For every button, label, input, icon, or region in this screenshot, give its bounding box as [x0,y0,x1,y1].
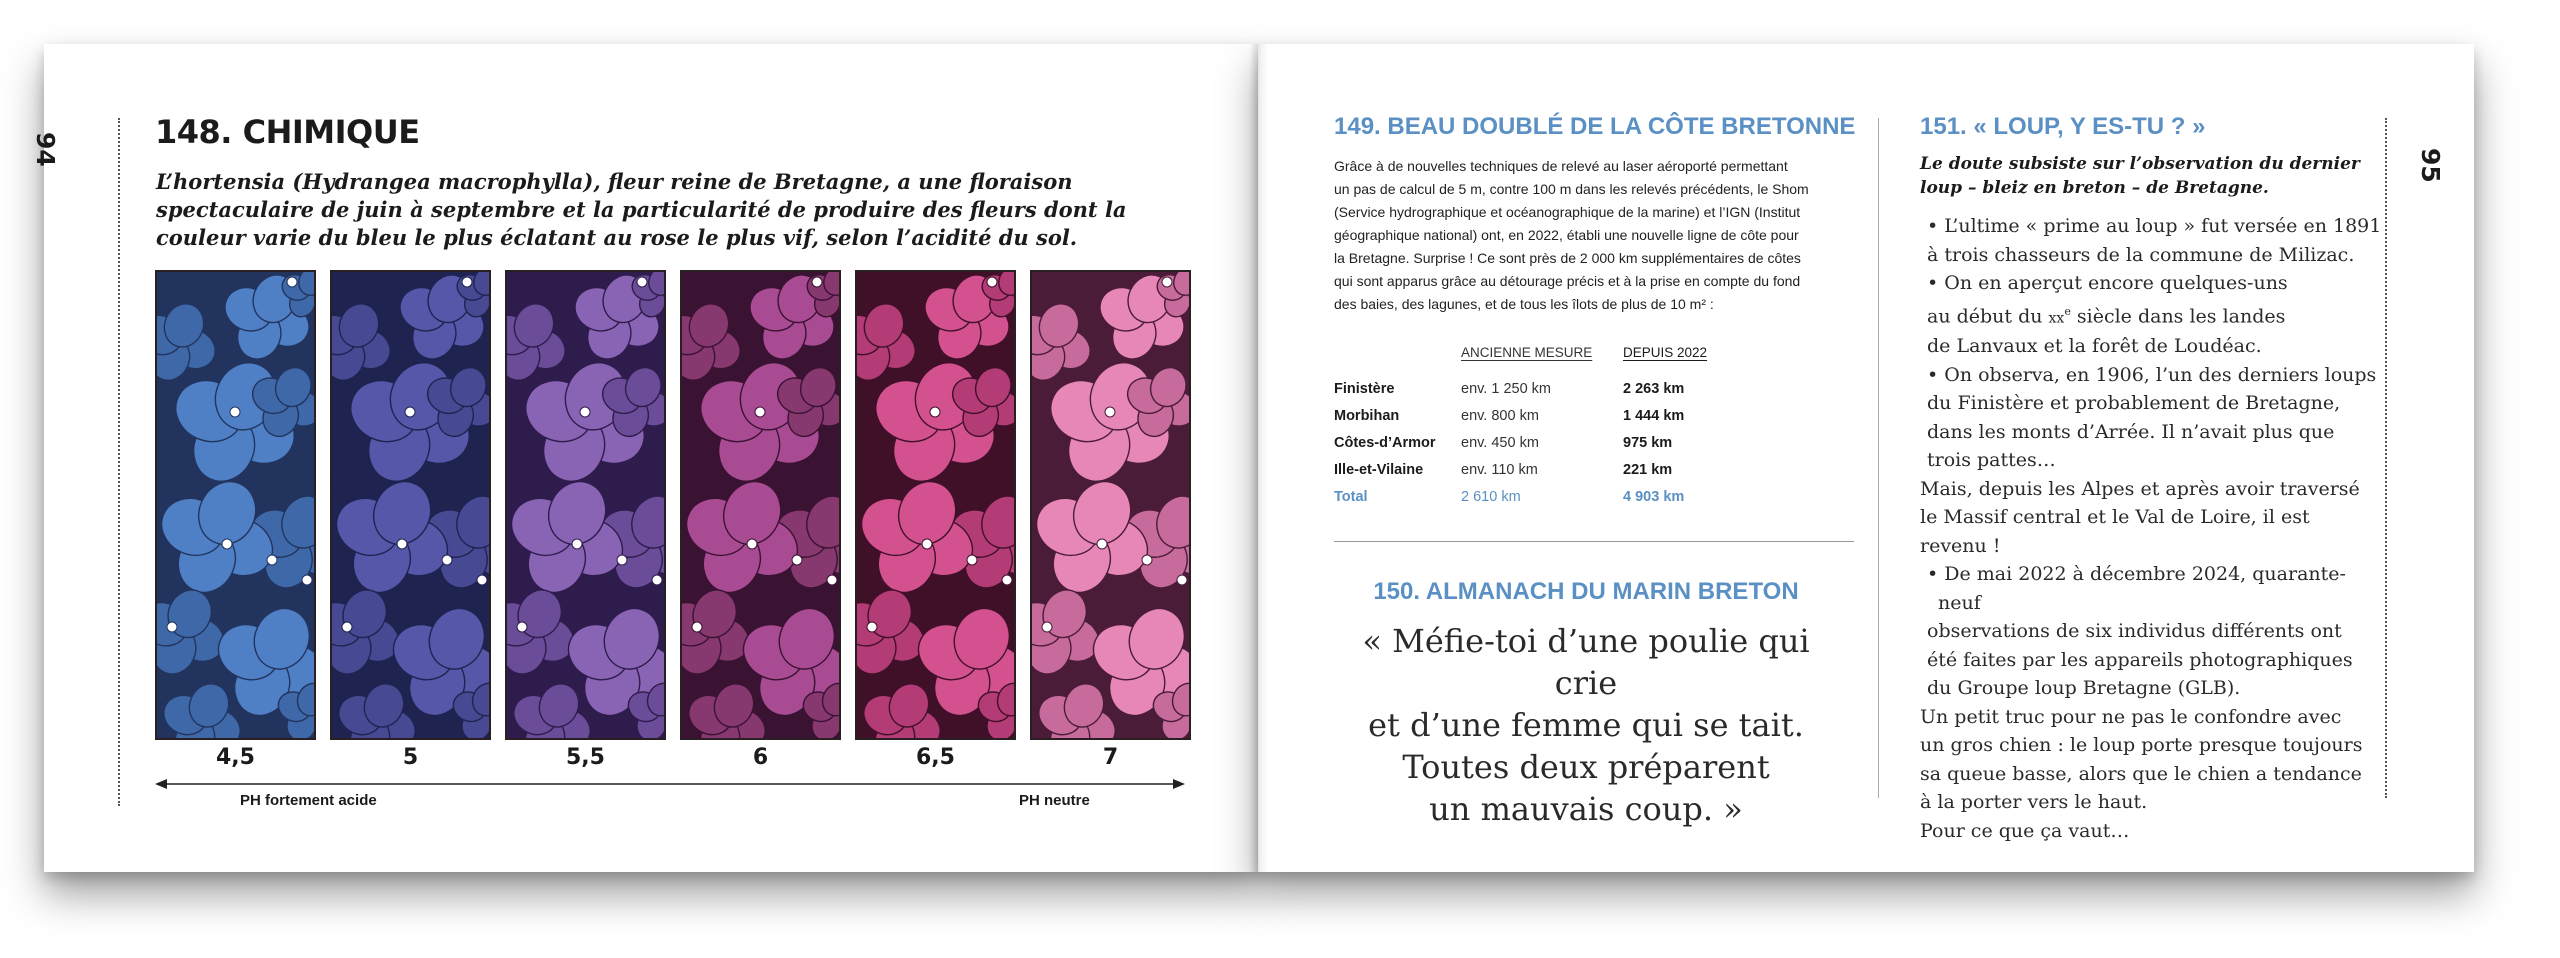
table-cell: 2 610 km [1461,488,1521,505]
flower-center [167,622,177,632]
bullet-text: au début du [1927,304,2049,327]
flower-center [442,555,452,565]
hydrangea-illustration [1032,272,1189,738]
flower-center [1105,407,1115,417]
flower-center [747,539,757,549]
text-line: le Massif central et le Val de Loire, il est revenu ! [1920,506,2310,557]
text-line: (Service hydrographique et océanographique de la marine) et l’IGN (Institut [1334,204,1801,220]
flower-center [287,277,297,287]
text-line: Grâce à de nouvelles techniques de relevé au laser aéroporté permettant [1334,158,1788,174]
bullet-text: On en aperçut encore quelques-uns [1944,272,2288,294]
coastline-table [1334,340,1707,510]
axis-label-neutral: PH neutre [1019,792,1090,809]
left-dotted-rule [118,118,120,806]
flower-center [652,575,662,585]
paragraph [1920,475,2382,561]
flower-center [1097,539,1107,549]
table-cell: Total [1334,488,1368,505]
table-row [1334,375,1707,402]
table-cell: 4 903 km [1623,488,1685,505]
flower-center [1042,622,1052,632]
text-line: un pas de calcul de 5 m, contre 100 m dans les relevés précédents, le Shom [1334,181,1809,197]
table-header-old: ANCIENNE MESURE [1461,344,1593,360]
table-row [1334,402,1707,429]
table-cell: Morbihan [1334,407,1400,424]
hydrangea-illustration [507,272,664,738]
table-cell: 975 km [1623,434,1673,451]
flower-center [517,622,527,632]
flower-center [1002,575,1012,585]
table-cell: env. 800 km [1461,407,1539,424]
section-148-title: 148. CHIMIQUE [155,113,420,151]
text-line: géographique national) ont, en 2022, établi une nouvelle ligne de côte pour [1334,227,1799,243]
page-number-right: 95 [2416,148,2445,183]
swatch-ph-6 [680,270,841,740]
text-line: Un petit truc pour ne pas le confondre avec [1920,705,2342,728]
text-line: à la porter vers le haut. [1920,791,2148,814]
section-150-quote [1334,620,1838,830]
section-151-body [1920,212,2382,845]
section-149-body [1334,155,1874,316]
right-dotted-rule [2385,118,2387,798]
flower-center [637,277,647,287]
text-line: du Finistère et probablement de Bretagne, [1927,392,2341,415]
bullet-item [1920,269,2382,361]
table-cell: Côtes-d’Armor [1334,434,1436,451]
hydrangea-illustration [857,272,1014,738]
text-line: loup – bleiz en breton – de Bretagne. [1920,178,2269,198]
text-line: un gros chien : le loup porte presque toujours [1920,734,2363,757]
table-cell: env. 1 250 km [1461,380,1552,397]
bullet-marker: • [1927,272,1945,294]
text-line: trois pattes… [1927,449,2056,472]
hydrangea-illustration [157,272,314,738]
paragraph [1920,703,2382,846]
text-line: observations de six individus différents ont [1927,620,2342,643]
table-header-row [1334,340,1707,375]
bullet-text: siècle dans les landes [2070,304,2286,327]
flower-center [617,555,627,565]
flower-center [692,622,702,632]
text-line: dans les monts d’Arrée. Il n’avait plus que [1927,420,2335,443]
text-line: Toutes deux préparent [1402,748,1770,786]
text-line: à trois chasseurs de la commune de Milizac. [1927,243,2355,266]
text-line: Le doute subsiste sur l’observation du dernier [1920,154,2360,174]
text-line: un mauvais coup. » [1429,790,1743,828]
flower-center [1162,277,1172,287]
text-line [1927,560,2382,617]
text-line: Pour ce que ça vaut… [1920,819,2130,842]
flower-center [922,539,932,549]
bullet-item [1920,560,2382,703]
bullet-marker: • [1927,563,1945,586]
bullet-text: On observa, en 1906, l’un des derniers loups [1944,363,2377,386]
table-row [1334,429,1707,456]
table-header [1623,340,1707,375]
flower-center [397,539,407,549]
ph-label: 7 [1102,745,1119,770]
bullet-marker: • [1927,363,1945,386]
ph-label: 6 [752,745,769,770]
page-number-left: 94 [31,132,60,167]
flower-center [477,575,487,585]
text-line: Mais, depuis les Alpes et après avoir traversé [1920,477,2360,500]
table-cell: env. 450 km [1461,434,1539,451]
text-line: « Méfie-toi d’une poulie qui crie [1362,622,1810,702]
hydrangea-illustration [332,272,489,738]
table-cell: 1 444 km [1623,407,1685,424]
bullet-item [1920,361,2382,475]
table-cell: 221 km [1623,461,1673,478]
column-divider [1878,118,1879,798]
table-cell: Finistère [1334,380,1395,397]
ph-label: 6,5 [916,745,955,770]
ph-label: 4,5 [216,745,255,770]
flower-center [987,277,997,287]
text-line: la Bretagne. Surprise ! Ce sont près de 2 000 km supplémentaires de côtes [1334,250,1801,266]
bullet-marker: • [1927,215,1945,237]
ph-axis-arrow [155,776,1185,792]
text-line [1927,361,2382,390]
century-superscript: e [2064,304,2071,318]
table-header [1461,340,1623,375]
section-151-lead [1920,152,2380,200]
flower-center [222,539,232,549]
flower-center [930,407,940,417]
table-header [1334,340,1461,375]
text-line: été faites par les appareils photographiques [1927,648,2353,671]
ph-label: 5,5 [566,745,605,770]
flower-center [572,539,582,549]
flower-center [302,575,312,585]
bullet-text: L’ultime « prime au loup » fut versée en 1891 [1944,215,2382,237]
flower-center [792,555,802,565]
swatch-ph-4-5 [155,270,316,740]
flower-center [755,407,765,417]
flower-center [342,622,352,632]
swatch-ph-6-5 [855,270,1016,740]
table-row [1334,456,1707,483]
flower-center [967,555,977,565]
text-line: des baies, des lagunes, et de tous les îlots de plus de 10 m² : [1334,296,1714,312]
century-numeral: xx [2048,309,2065,326]
flower-center [867,622,877,632]
section-148-lead: L’hortensia (Hydrangea macrophylla), fleur reine de Bretagne, a une floraison spectaculaire de juin à septembre et la particularité de produire des fleurs dont la couleur varie du bleu le plus éclatant au rose le plus vif, selon l’acidité du sol. [156,169,1127,250]
section-151-title: 151. « LOUP, Y ES-TU ? » [1920,113,2206,140]
flower-center [267,555,277,565]
text-line: du Groupe loup Bretagne (GLB). [1927,677,2241,700]
table-header-new: DEPUIS 2022 [1623,344,1708,360]
flower-center [1142,555,1152,565]
text-line [1927,212,2382,241]
text-line: sa queue basse, alors que le chien a tendance [1920,762,2362,785]
flower-center [405,407,415,417]
hydrangea-illustration [682,272,839,738]
table-cell: Ille-et-Vilaine [1334,461,1424,478]
table-row [1334,483,1707,510]
flower-center [230,407,240,417]
section-separator [1334,541,1854,542]
bullet-text: De mai 2022 à décembre 2024, quarante-neuf [1938,563,2346,614]
text-line: qui sont apparus grâce au détourage précis et à la prise en compte du fond [1334,273,1801,289]
swatch-ph-5 [330,270,491,740]
swatch-ph-7 [1030,270,1191,740]
ph-label: 5 [402,745,419,770]
flower-center [827,575,837,585]
table-cell: env. 110 km [1461,461,1538,478]
table-cell: 2 263 km [1623,380,1685,397]
section-149-title: 149. BEAU DOUBLÉ DE LA CÔTE BRETONNE [1334,113,1856,140]
section-150-title: 150. ALMANACH DU MARIN BRETON [1373,578,1799,605]
axis-label-acid: PH fortement acide [240,792,377,809]
swatch-ph-5-5 [505,270,666,740]
flower-center [1177,575,1187,585]
flower-center [462,277,472,287]
bullet-text: de Lanvaux et la forêt de Loudéac. [1927,335,2262,358]
flower-center [580,407,590,417]
bullet-item [1920,212,2382,269]
flower-center [812,277,822,287]
text-line: et d’une femme qui se tait. [1368,706,1804,744]
